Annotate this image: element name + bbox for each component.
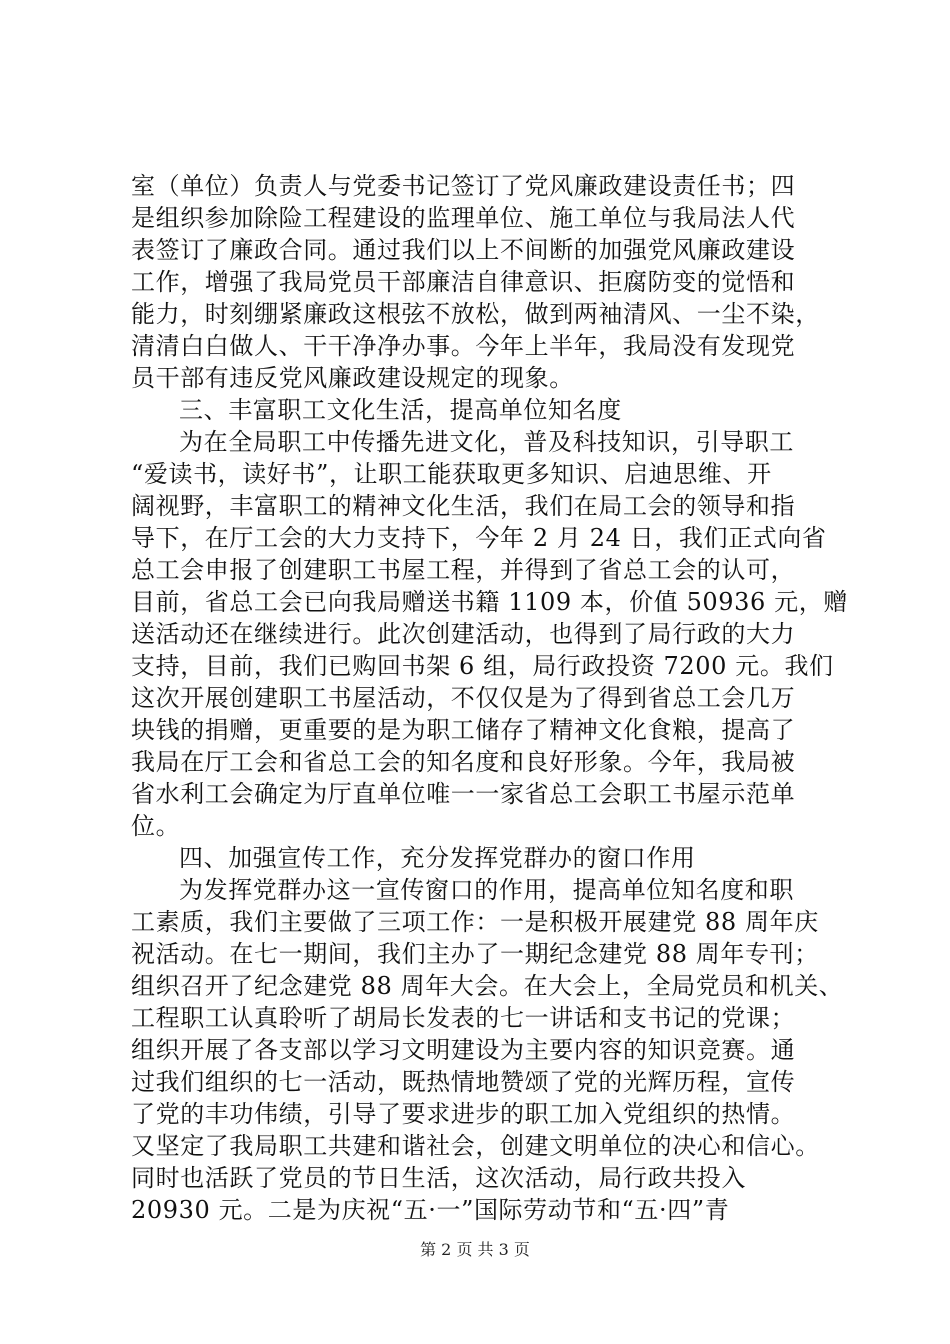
text-line: 同时也活跃了党员的节日生活，这次活动，局行政共投入 <box>131 1164 746 1192</box>
text-line: 为在全局职工中传播先进文化，普及科技知识，引导职工 <box>179 428 794 456</box>
text-line: 表签订了廉政合同。通过我们以上不间断的加强党风廉政建设 <box>131 236 796 264</box>
text-line: 员干部有违反党风廉政建设规定的现象。 <box>131 364 574 392</box>
text-line: 室（单位）负责人与党委书记签订了党风廉政建设责任书；四 <box>131 172 796 200</box>
page-number-footer: 第 2 页 共 3 页 <box>420 1240 530 1259</box>
text-line: 目前，省总工会已向我局赠送书籍 1109 本，价值 50936 元，赠 <box>131 588 848 616</box>
text-line: 支持，目前，我们已购回书架 6 组，局行政投资 7200 元。我们 <box>131 652 834 680</box>
text-line: 总工会申报了创建职工书屋工程，并得到了省总工会的认可， <box>131 556 796 584</box>
text-line: 工程职工认真聆听了胡局长发表的七一讲话和支书记的党课； <box>131 1004 796 1032</box>
text-line: 祝活动。在七一期间，我们主办了一期纪念建党 88 周年专刊； <box>131 940 819 968</box>
text-line: 能力，时刻绷紧廉政这根弦不放松，做到两袖清风、一尘不染， <box>131 300 820 328</box>
text-line: 为发挥党群办这一宣传窗口的作用，提高单位知名度和职 <box>179 876 794 904</box>
text-line: “爱读书，读好书”，让职工能获取更多知识、启迪思维、开 <box>131 460 772 488</box>
text-line: 又坚定了我局职工共建和谐社会，创建文明单位的决心和信心。 <box>131 1132 820 1160</box>
section-heading: 三、丰富职工文化生活，提高单位知名度 <box>179 396 622 424</box>
text-line: 工素质，我们主要做了三项工作：一是积极开展建党 88 周年庆 <box>131 908 819 936</box>
text-line: 清清白白做人、干干净净办事。今年上半年，我局没有发现党 <box>131 332 796 360</box>
text-line: 了党的丰功伟绩，引导了要求进步的职工加入党组织的热情。 <box>131 1100 796 1128</box>
text-line: 块钱的捐赠，更重要的是为职工储存了精神文化食粮，提高了 <box>131 716 796 744</box>
text-line: 工作，增强了我局党员干部廉洁自律意识、拒腐防变的觉悟和 <box>131 268 796 296</box>
section-heading: 四、加强宣传工作，充分发挥党群办的窗口作用 <box>179 844 696 872</box>
text-line: 阔视野，丰富职工的精神文化生活，我们在局工会的领导和指 <box>131 492 796 520</box>
text-line: 省水利工会确定为厅直单位唯一一家省总工会职工书屋示范单 <box>131 780 796 808</box>
text-line: 过我们组织的七一活动，既热情地赞颂了党的光辉历程，宣传 <box>131 1068 796 1096</box>
text-line: 是组织参加除险工程建设的监理单位、施工单位与我局法人代 <box>131 204 796 232</box>
text-line: 这次开展创建职工书屋活动，不仅仅是为了得到省总工会几万 <box>131 684 796 712</box>
document-body <box>131 170 851 1226</box>
text-line: 20930 元。二是为庆祝“五·一”国际劳动节和“五·四”青 <box>131 1196 730 1224</box>
text-line: 送活动还在继续进行。此次创建活动，也得到了局行政的大力 <box>131 620 796 648</box>
text-line: 我局在厅工会和省总工会的知名度和良好形象。今年，我局被 <box>131 748 796 776</box>
text-line: 位。 <box>131 812 181 840</box>
text-line: 组织召开了纪念建党 88 周年大会。在大会上，全局党员和机关、 <box>131 972 844 1000</box>
text-line: 组织开展了各支部以学习文明建设为主要内容的知识竞赛。通 <box>131 1036 796 1064</box>
text-line: 导下，在厅工会的大力支持下，今年 2 月 24 日，我们正式向省 <box>131 524 827 552</box>
